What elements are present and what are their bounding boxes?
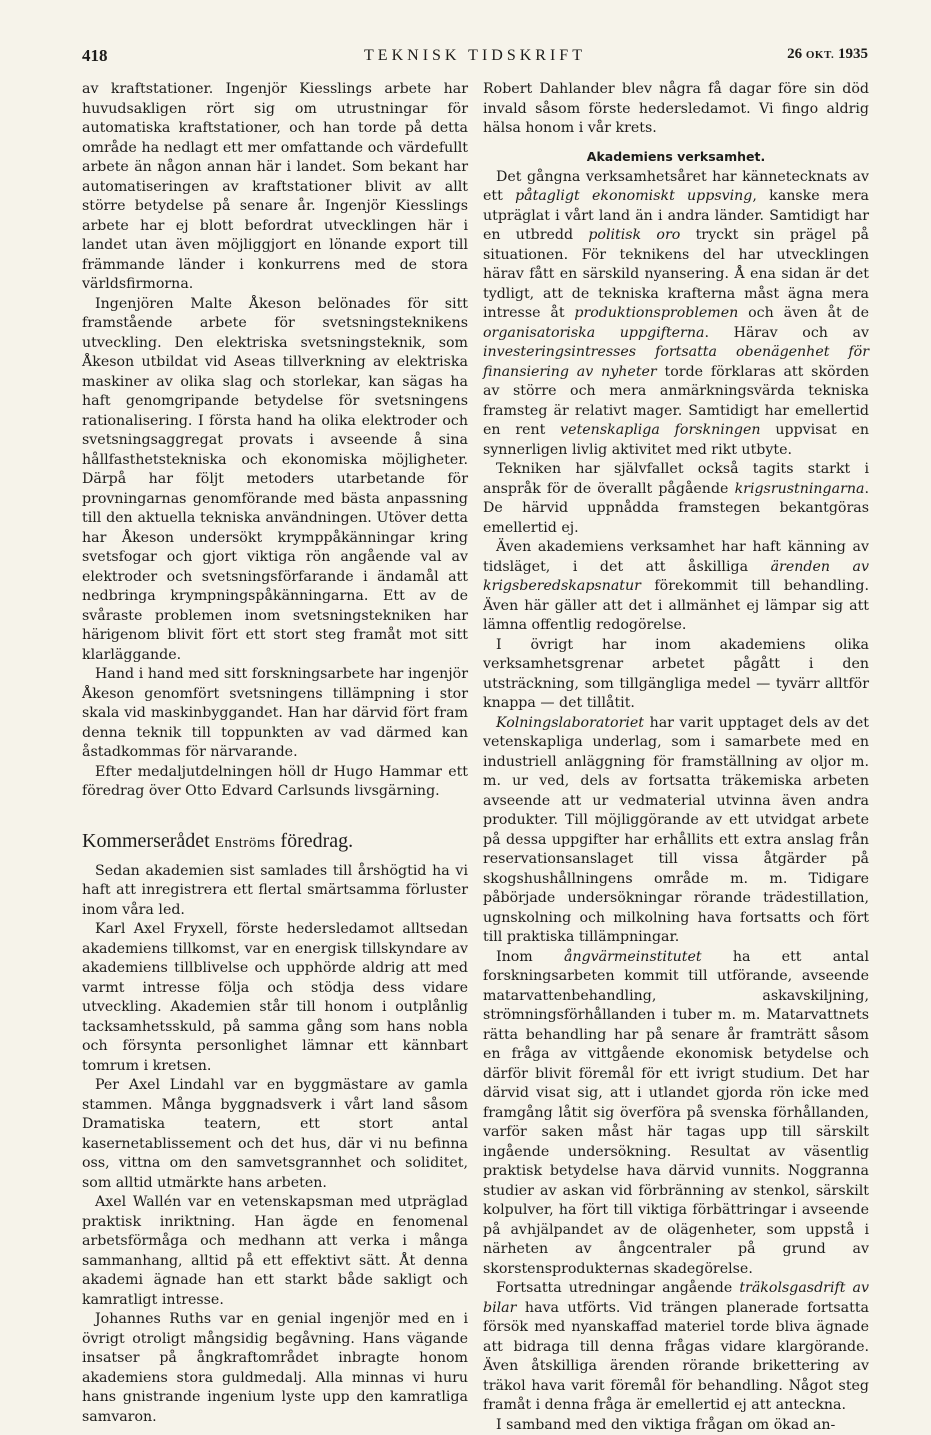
emphasis: vetenskapliga forskningen (560, 422, 760, 438)
emphasis: ärenden av krigsberedskapsnatur (483, 559, 869, 595)
paragraph: Axel Wallén var en vetenskapsman med utpräglad praktisk inriktning. Han ägde en fenomenal arbetsförmåga och medhann att verka i många sammanhang, alltid på ett effektivt sätt. Åt denna akademi ägnade han ett starkt både sakligt och kamratligt intresse. (82, 1193, 468, 1310)
issue-date-day: 26 (787, 46, 802, 62)
text-run: torde förklaras att skörden av större och mera anmärkningsvärda tekniska framsteg är relativt mager. Samtidigt har emellertid en rent (483, 364, 869, 439)
text-run: förekommit till behandling. Även här gäller att det i allmänhet ej lämpar sig att lämna offentlig redogörelse. (483, 578, 869, 633)
right-column (483, 80, 869, 1435)
text-run: Tekniken har självfallet också tagits starkt i anspråk för de överallt pågående (483, 461, 869, 497)
text-run: . De härvid uppnådda framstegen bekantgöras emellertid ej. (483, 481, 869, 536)
emphasis: påtagligt ekonomiskt uppsving (515, 188, 752, 204)
text-run: Fortsatta utredningar angående (496, 1280, 739, 1296)
section-heading-prefix: Kommerserådet (82, 830, 215, 852)
page-header (82, 46, 868, 70)
text-run: Även akademiens verksamhet har haft känning av tidsläget, i det att åskilliga (483, 539, 869, 575)
journal-title: TEKNISK TIDSKRIFT (82, 47, 868, 65)
paragraph: Johannes Ruths var en genial ingenjör med en i övrigt otroligt mångsidig begåvning. Hans vägande insatser på ångkraftområdet inbragte honom akademiens stora guldmedalj. Alla minnas vi huru hans gnistrande ingenium lyste upp den kamratliga samvaron. (82, 1310, 468, 1427)
paragraph: Ingenjören Malte Åkeson belönades för sitt framstående arbete för svetsningsteknikens utveckling. Den elektriska svetsningsteknik, som Åkeson utbildat vid Aseas tillverkning av elektriska maskiner av olika slag och storlekar, kan sägas ha haft genomgripande betydelse för svetsningens rationalisering. I första hand ha olika elektroder och svetsningsaggregat provats i avseende å sina hållfasthetstekniska och ekonomiska möjligheter. Därpå har följt metoders utarbetande för provningarnas genomförande med bästa anpassning till den aktuella tekniska användningen. Utöver detta har Åkeson undersökt krymppåkänningar kring svetsfogar och gjort viktiga rön angående val av elektroder och svetsningsförfarande i ändamål att nedbringa krympningspåkänningarna. Ett av de svåraste problemen inom svetsningstekniken har härigenom blivit fört ett stort steg framåt mot sitt klarläggande. (82, 295, 468, 666)
left-column (82, 80, 468, 1427)
text-run: hava utförts. Vid trängen planerade fortsatta försök med nyanskaffad materiel torde bliva ägnade att bidraga till denna frågas vidare klargörande. Även åtskilliga ärenden rörande brikettering av träkol hava varit föremål för behandling. Något steg framåt i denna fråga är emellertid ej att anteckna. (483, 1300, 869, 1414)
text-run: har varit upptaget dels av det vetenskapliga underlag, som i samarbete med en industriell anläggning för framställning av oljor m. m. ur ved, dels av fortsatta träkemiska arbeten avseende att ur vedmaterial utvinna även andra produkter. Till möjliggörande av ett utvidgat arbete på dessa uppgifter har erhållits ett extra anslag från reservationsanslaget till vissa åtgärder på skogshushållningens område m. m. Tidigare påbörjade undersökningar rörande trädestillation, ugnskolning och milkolning hava fortsatts och fört till praktiska tillämpningar. (483, 715, 869, 946)
paragraph: Robert Dahlander blev några få dagar före sin död invald såsom förste hedersledamot. Vi fingo aldrig hälsa honom i vår krets. (483, 80, 869, 139)
paragraph (483, 168, 869, 461)
paragraph: Per Axel Lindahl var en byggmästare av gamla stammen. Många byggnadsverk i vårt land såsom Dramatiska teatern, ett stort antal kasernetablissement och det hus, där vi nu befinna oss, vittna om den samvetsgrannhet och soliditet, som alltid utmärkte hans arbeten. (82, 1076, 468, 1193)
paragraph: Karl Axel Fryxell, förste hedersledamot alltsedan akademiens tillkomst, var en energisk tillskyndare av akademiens tillblivelse och upphörde aldrig att med varmt intresse följa och stödja dess vidare utveckling. Akademien står till honom i outplånlig tacksamhetsskuld, på samma gång som hans nobla och försynta personlighet lämnar ett kännbart tomrum i kretsen. (82, 920, 468, 1076)
text-run: ha ett antal forskningsarbeten kommit till utförande, avseende matarvattenbehandling, askavskiljning, strömningsförhållanden i tuber m. m. Matarvattnets rätta behandling har på senare år framträtt såsom en fråga av vittgående ekonomisk betydelse och därför blivit föremål för ett ivrigt studium. Det har därvid visat sig, att i utlandet gjorda rön icke med framgång låtit sig överföra på svenska förhållanden, varför saken måst här tagas upp till särskilt ingående undersökning. Resultat av väsentlig praktisk betydelse hava därvid vunnits. Noggranna studier av askan vid förbränning av stenkol, särskilt kolpulver, ha fört till viktiga förbättringar i avseende på avhjälpandet av de olägenheter, som uppstå i närheten av ångcentraler på grund av skorstensprodukternas skadegörelse. (483, 949, 869, 1277)
page-number: 418 (82, 46, 108, 66)
paragraph (483, 538, 869, 636)
emphasis: träkolsgasdrift av bilar (483, 1280, 869, 1316)
emphasis: krigsrustningarna (735, 481, 865, 497)
issue-date-month: OKT. (806, 49, 834, 61)
paragraph: I övrigt har inom akademiens olika verksamhetsgrenar arbetet pågått i den utsträckning, som tillgängliga medel — tyvärr alltför knappa — det tillåtit. (483, 636, 869, 714)
paragraph: Hand i hand med sitt forskningsarbete har ingenjör Åkeson genomfört svetsningens tillämpning i stor skala vid maskinbyggandet. Han har därvid fört fram denna teknik till toppunkten av vad därmed kan åstadkommas för närvarande. (82, 665, 468, 763)
paragraph: av kraftstationer. Ingenjör Kiesslings arbete har huvudsakligen rört sig om utrustningar för automatiska kraftstationer, och han torde på detta område ha nedlagt ett mer omfattande och värdefullt arbete än någon annan här i landet. Som bekant har automatiseringen av kraftstationer blivit av allt större betydelse på senare år. Ingenjör Kiesslings arbete har ej blott befordrat utvecklingen här i landet utan även möjliggjort en lönande export till främmande länder i konkurrens med de stora världsfirmorna. (82, 80, 468, 295)
section-heading (82, 830, 468, 853)
paragraph (483, 948, 869, 1280)
text-run: . Härav och av (704, 325, 869, 341)
section-heading-name: Enströms (215, 835, 276, 851)
emphasis: organisatoriska uppgifterna (483, 325, 704, 341)
paragraph (483, 460, 869, 538)
emphasis: investeringsintresses fortsatta obenägenhet för finansiering av nyheter (483, 344, 869, 380)
issue-date-year: 1935 (838, 46, 868, 62)
text-run: och även åt de (738, 305, 869, 321)
paragraph: Efter medaljutdelningen höll dr Hugo Hammar ett föredrag över Otto Edvard Carlsunds livsgärning. (82, 763, 468, 802)
text-run: Det gångna verksamhetsåret har kännetecknats av ett (483, 169, 869, 205)
paragraph (483, 714, 869, 948)
emphasis: politisk oro (588, 227, 680, 243)
paragraph (483, 1279, 869, 1416)
subsection-heading: Akademiens verksamhet. (483, 149, 869, 164)
emphasis: Kolningslaboratoriet (496, 715, 644, 731)
text-run: tryckt sin prägel på situationen. För teknikens del har utvecklingen härav fått en särskild nyansering. Å ena sidan är det tydligt, att de tekniska krafterna måst ägna mera intresse åt (483, 227, 869, 321)
emphasis: ångvärmeinstitutet (564, 949, 702, 965)
section-heading-suffix: föredrag. (275, 830, 353, 852)
text-run: uppvisat en synnerligen livlig aktivitet med rikt utbyte. (483, 422, 869, 458)
emphasis: produktionsproblemen (574, 305, 738, 321)
text-run: Inom (496, 949, 564, 965)
paragraph: Sedan akademien sist samlades till årshögtid ha vi haft att inregistrera ett flertal smärtsamma förluster inom våra led. (82, 862, 468, 921)
text-run: , kanske mera utpräglat i vårt land än i andra länder. Samtidigt har en utbredd (483, 188, 869, 243)
paragraph: I samband med den viktiga frågan om ökad an- (483, 1416, 869, 1435)
issue-date (787, 46, 868, 63)
